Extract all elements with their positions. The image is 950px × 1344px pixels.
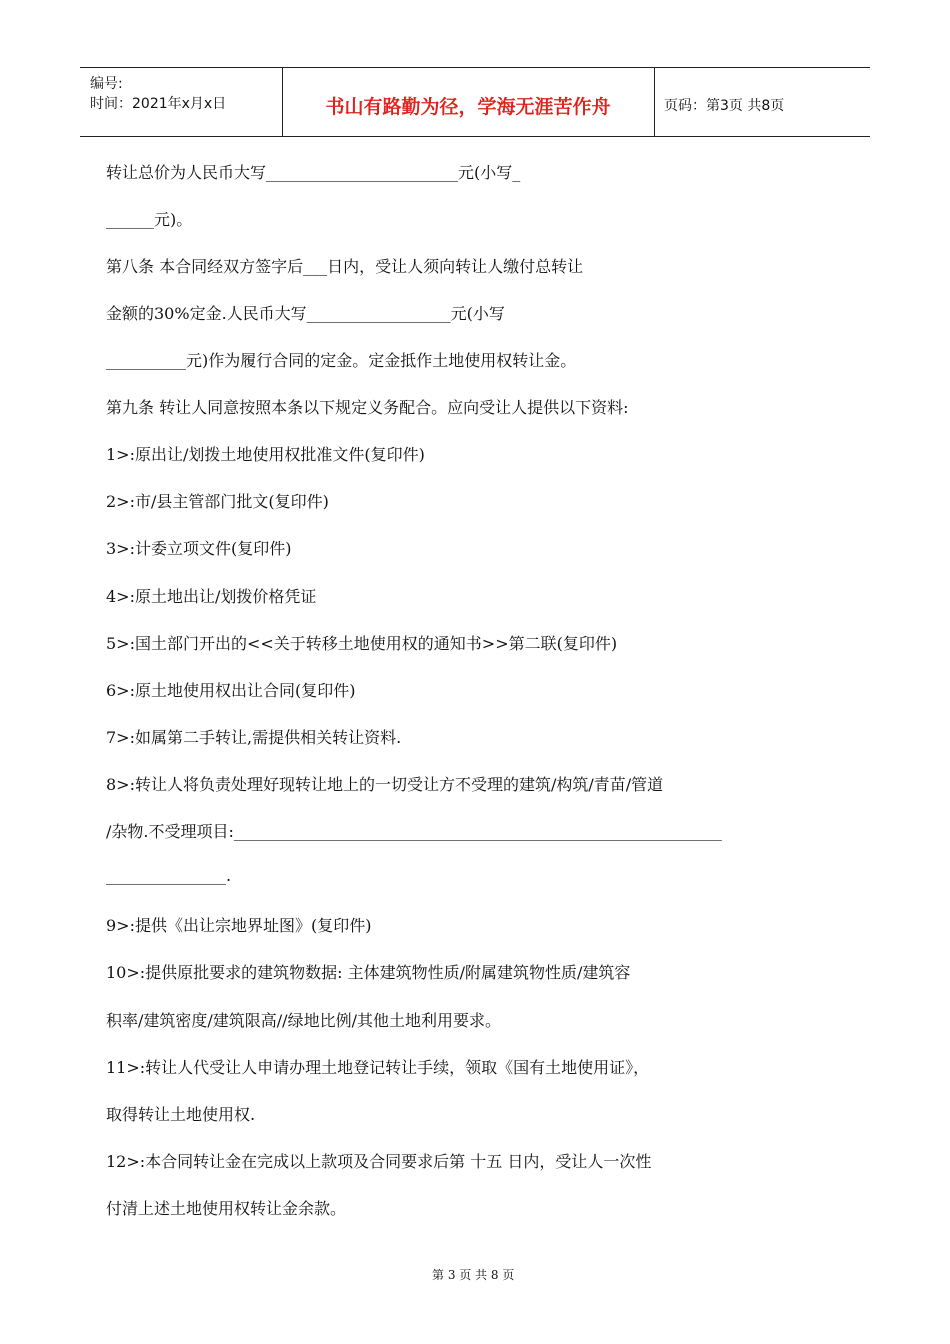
body-line: __________元)作为履行合同的定金。定金抵作土地使用权转让金。 [106,351,577,370]
body-line: 2>:市/县主管部门批文(复印件) [106,492,329,511]
body-line: 付清上述土地使用权转让金余款。 [106,1199,347,1218]
body-line: 8>:转让人将负责处理好现转让地上的一切受让方不受理的建筑/构筑/青苗/管道 [106,775,664,794]
body-line: 3>:计委立项文件(复印件) [106,539,292,558]
body-line: _______________. [106,866,232,885]
body-line: 6>:原土地使用权出让合同(复印件) [106,681,356,700]
body-line: 积率/建筑密度/建筑限高//绿地比例/其他土地利用要求。 [106,1011,501,1030]
body-line: 9>:提供《出让宗地界址图》(复印件) [106,916,372,935]
body-line: 10>:提供原批要求的建筑物数据: 主体建筑物性质/附属建筑物性质/建筑容 [106,963,631,982]
body-line: ______元)。 [106,210,193,229]
body-line: 11>:转让人代受让人申请办理土地登记转让手续，领取《国有土地使用证》， [106,1058,650,1077]
body-line: 1>:原出让/划拨土地使用权批准文件(复印件) [106,445,425,464]
body-line: 第八条 本合同经双方签字后___日内，受让人须向转让人缴付总转让 [106,257,584,276]
header-motto: 书山有路勤为径，学海无涯苦作舟 [325,96,611,118]
document-date: 时间：2021年x月x日 [90,96,227,112]
header-middle-cell [282,68,655,136]
header-right-cell [654,68,870,136]
body-line: 转让总价为人民币大写________________________元(小写_ [106,163,521,182]
body-line: 取得转让土地使用权. [106,1105,256,1124]
body-line: /杂物.不受理项目:_____________________________________________________________ [106,822,722,841]
body-line: 12>:本合同转让金在完成以上款项及合同要求后第 十五 日内，受让人一次性 [106,1152,652,1171]
body-line: 4>:原土地出让/划拨价格凭证 [106,587,317,606]
page-footer: 第 3 页 共 8 页 [432,1268,515,1282]
header-page-info: 页码：第3页 共8页 [664,98,785,114]
body-line: 金额的30%定金.人民币大写__________________元(小写 [106,304,505,323]
document-code-label: 编号: [90,76,123,92]
body-line: 7>:如属第二手转让,需提供相关转让资料. [106,728,402,747]
header-left-cell [80,68,283,136]
body-line: 第九条 转让人同意按照本条以下规定义务配合。应向受让人提供以下资料: [106,398,629,417]
document-header [80,67,870,137]
body-line: 5>:国土部门开出的<<关于转移土地使用权的通知书>>第二联(复印件) [106,634,618,653]
